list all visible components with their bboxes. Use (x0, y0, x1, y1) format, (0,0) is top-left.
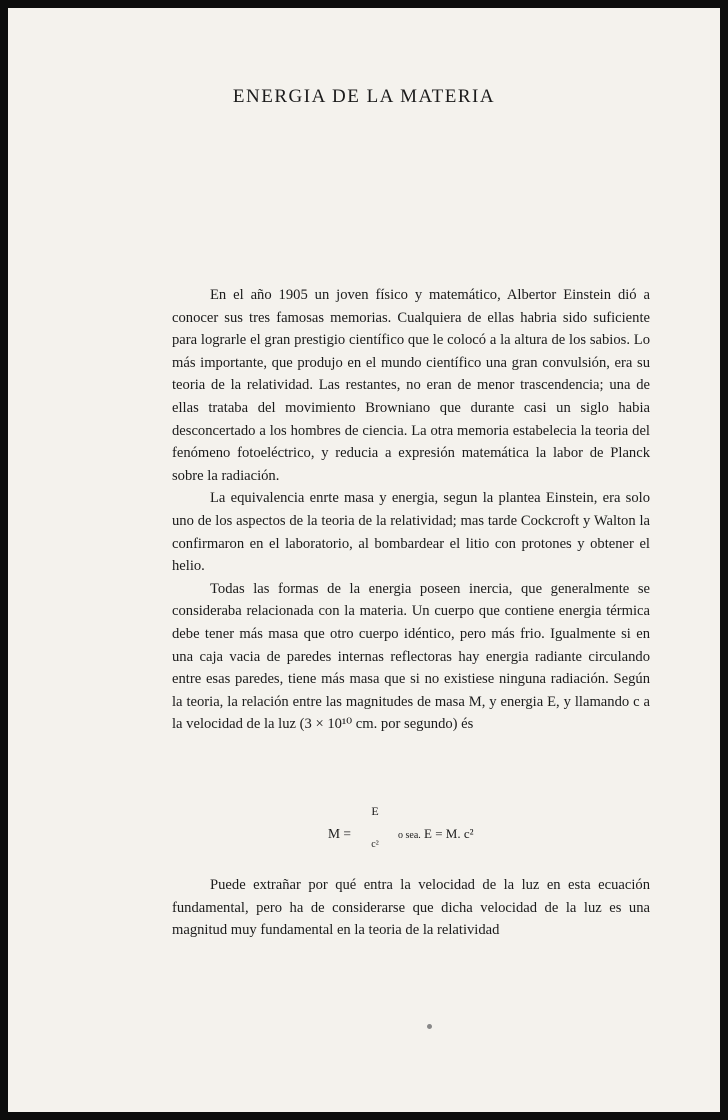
body-text-continued (172, 874, 650, 942)
formula-rhs-group (398, 826, 474, 842)
formula-lhs: M = (328, 826, 351, 841)
page-mark (427, 1024, 432, 1029)
formula-denominator: c² (371, 839, 379, 850)
body-text (172, 284, 650, 736)
paragraph: Todas las formas de la energia poseen inercia, que generalmente se consideraba relacionada con la materia. Un cuerpo que contiene energia térmica debe tener más masa que otro cuerpo idéntico, pero más frio. Igualmente si en una caja vacia de paredes internas reflectoras hay energia radiante circulando entre esas paredes, tiene más masa que si no existiese ninguna radiación. Según la teoria, la relación entre las magnitudes de masa M, y energia E, y llamando c a la velocidad de la luz (3 × 10¹⁰ cm. por segundo) és (172, 580, 650, 733)
paragraph: Puede extrañar por qué entra la velocidad de la luz en esta ecuación fundamental, pero ha de considerarse que dicha velocidad de la luz es una magnitud muy fundamental en la teoria de la relatividad (172, 877, 650, 939)
formula-rhs: E = M. c² (424, 826, 474, 841)
paragraph: En el año 1905 un joven físico y matemático, Albertor Einstein dió a conocer sus tres famosas memorias. Cualquiera de ellas habria sido suficiente para lograrle el gran prestigio científico que le colocó a la altura de los sabios. Lo más importante, que produjo en el mundo científico una gran convulsión, era su teoria de la relatividad. Las restantes, no eran de menor trascendencia; una de ellas trataba del movimiento Browniano que durante casi un siglo habia desconcertado a los hombres de ciencia. La otra memoria estabelecia la teoria del fenómeno fotoeléctrico, y reducia a expresión matemática la labor de Planck sobre la radiación. (172, 287, 650, 484)
paragraph: La equivalencia enrte masa y energia, segun la plantea Einstein, era solo uno de los aspectos de la teoria de la relatividad; mas tarde Cockcroft y Walton la confirmaron en el laboratorio, al bombardear el litio con protones y obtener el helio. (172, 490, 650, 575)
formula-numerator: E (371, 804, 379, 818)
document-page (8, 8, 720, 1112)
page-title: ENERGIA DE LA MATERIA (232, 86, 496, 107)
formula-connector: o sea. (398, 830, 421, 841)
formula-fraction (368, 804, 382, 850)
